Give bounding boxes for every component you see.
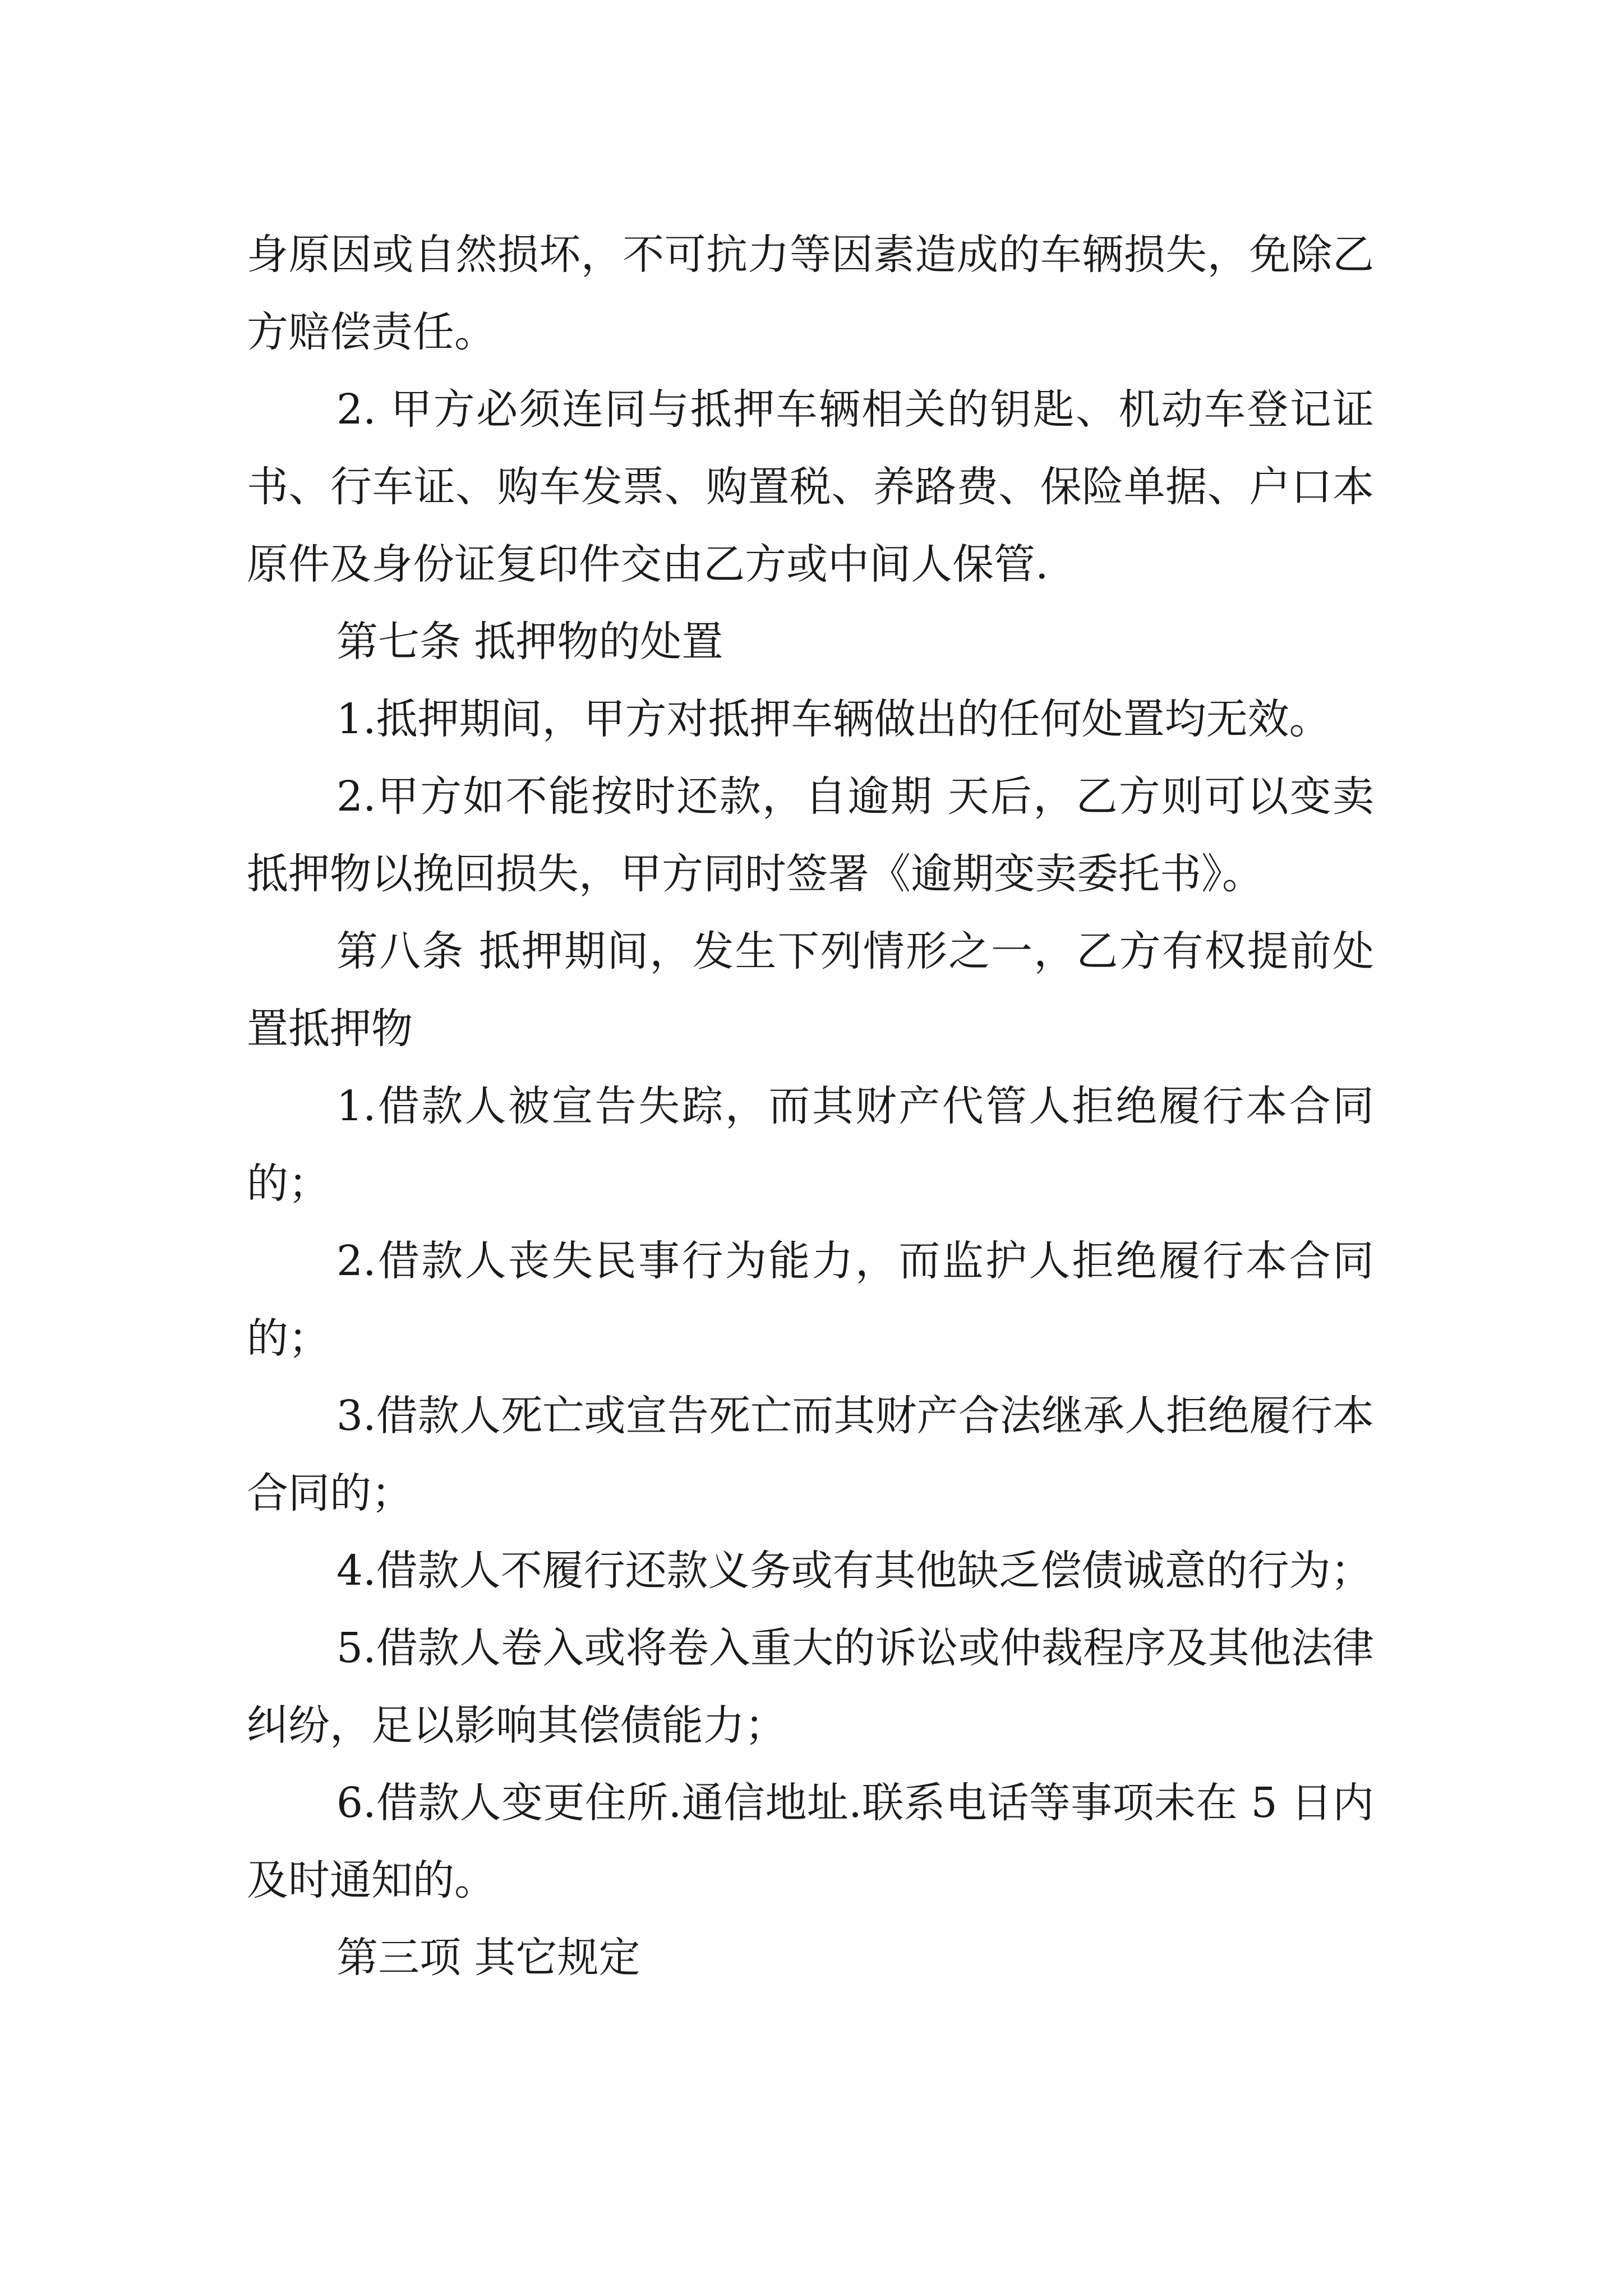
section-heading-article-7: 第七条 抵押物的处置	[336, 618, 723, 666]
section-heading-article-8: 第八条 抵押期间，发生下列情形之一，乙方有权提前处置抵押物	[247, 927, 1374, 1053]
paragraph-clause-8-6: 6.借款人变更住所.通信地址.联系电话等事项未在 5 日内及时通知的。	[247, 1779, 1374, 1904]
paragraph-clause-8-1: 1.借款人被宣告失踪，而其财产代管人拒绝履行本合同的；	[247, 1082, 1374, 1208]
paragraph-continuation: 身原因或自然损坏，不可抗力等因素造成的车辆损失，免除乙方赔偿责任。	[247, 231, 1374, 356]
paragraph-clause-7-1: 1.抵押期间，甲方对抵押车辆做出的任何处置均无效。	[336, 695, 1331, 743]
paragraph-clause-6-2: 2. 甲方必须连同与抵押车辆相关的钥匙、机动车登记证书、行车证、购车发票、购置税、养路费、保险单据、户口本原件及身份证复印件交由乙方或中间人保管.	[247, 385, 1374, 588]
paragraph-clause-8-3: 3.借款人死亡或宣告死亡而其财产合法继承人拒绝履行本合同的；	[247, 1392, 1374, 1517]
document-body	[247, 216, 1374, 1996]
paragraph-clause-8-2: 2.借款人丧失民事行为能力，而监护人拒绝履行本合同的；	[247, 1237, 1374, 1363]
section-heading-item-3: 第三项 其它规定	[336, 1934, 640, 1982]
paragraph-clause-7-2: 2.甲方如不能按时还款，自逾期 天后，乙方则可以变卖抵押物以挽回损失，甲方同时签署《逾期变卖委托书》。	[247, 772, 1374, 898]
paragraph-clause-8-5: 5.借款人卷入或将卷入重大的诉讼或仲裁程序及其他法律纠纷，足以影响其偿债能力；	[247, 1624, 1374, 1750]
paragraph-clause-8-4: 4.借款人不履行还款义务或有其他缺乏偿债诚意的行为；	[336, 1547, 1372, 1595]
